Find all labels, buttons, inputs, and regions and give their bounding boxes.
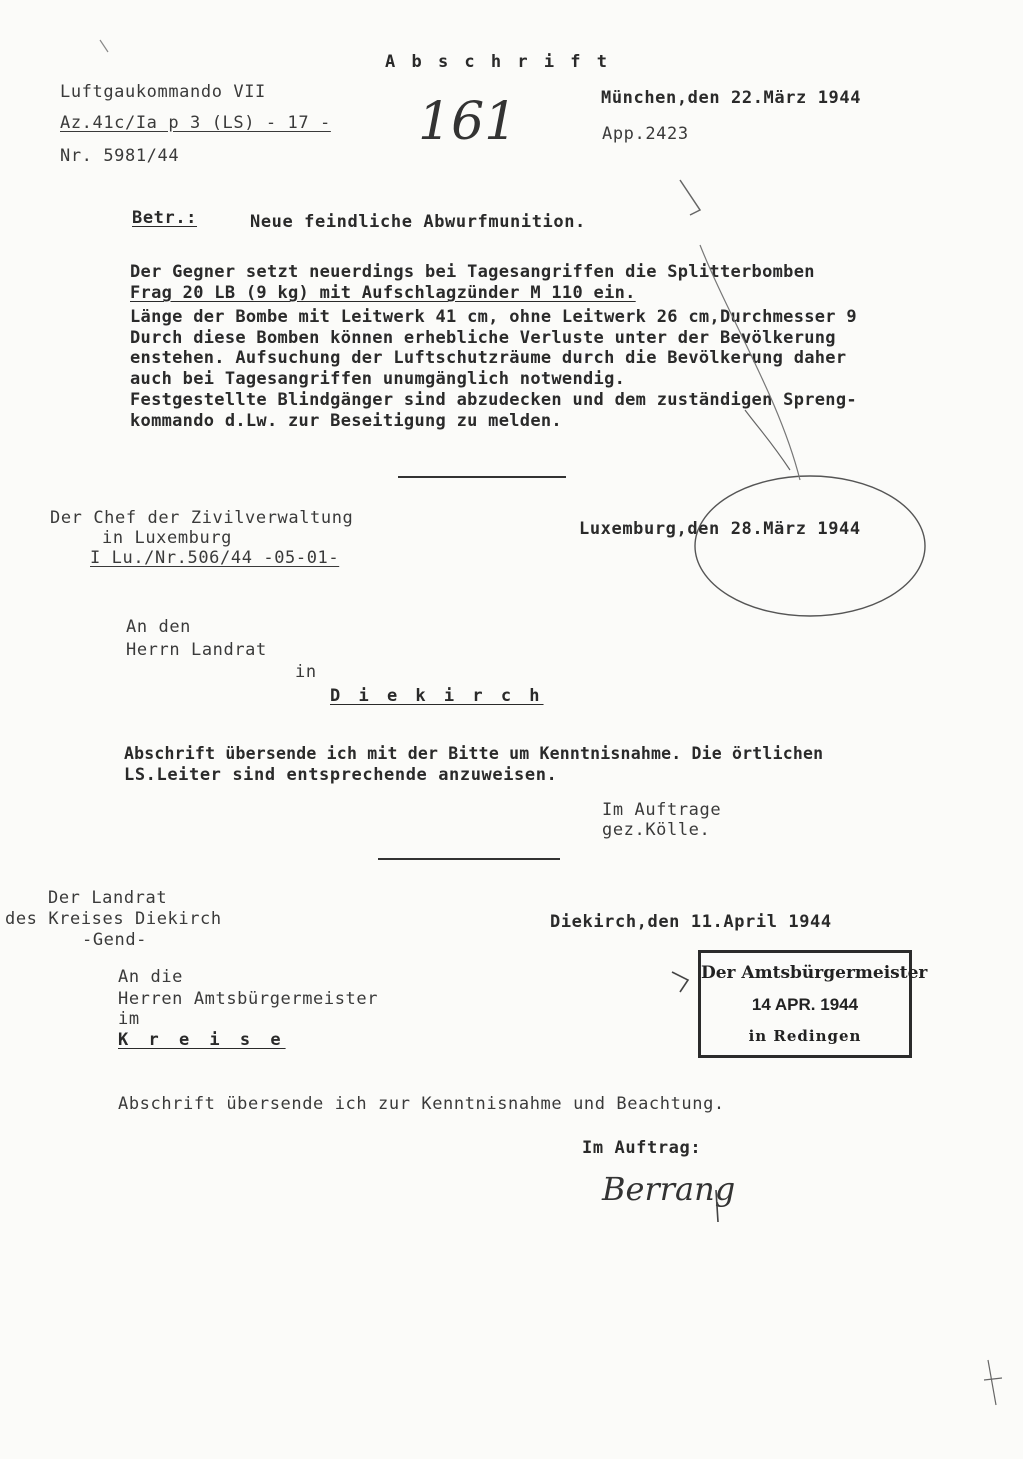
body-line: enstehen. Aufsuchung der Luftschutzräume durch die Bevölkerung daher xyxy=(130,348,847,368)
header-app: App.2423 xyxy=(602,124,689,144)
section2-addressee-line2: Herrn Landrat xyxy=(126,640,267,660)
section3-addressee-line1: An die xyxy=(118,967,184,987)
stamp-title: Der Amtsbürgermeister xyxy=(701,963,928,983)
section3-addressee-line2: Herren Amtsbürgermeister xyxy=(118,989,379,1009)
stamp-place: in Redingen xyxy=(748,1027,862,1045)
section3-text: Abschrift übersende ich zur Kenntnisnahme und Beachtung. xyxy=(118,1094,725,1114)
handwritten-number: 161 xyxy=(418,92,518,152)
section2-place-date: Luxemburg,den 28.März 1944 xyxy=(579,519,861,539)
body-line: Der Gegner setzt neuerdings bei Tagesangriffen die Splitterbomben xyxy=(130,262,815,282)
section3-addressee-line3: im xyxy=(118,1009,140,1029)
section3-place-date: Diekirch,den 11.April 1944 xyxy=(550,912,832,932)
section2-addressee-city: D i e k i r c h xyxy=(330,686,544,706)
subject-text: Neue feindliche Abwurfmunition. xyxy=(250,212,586,232)
section3-sender-line3: -Gend- xyxy=(82,930,148,950)
section2-sender-line1: Der Chef der Zivilverwaltung xyxy=(50,508,354,528)
section2-text-line1: Abschrift übersende ich mit der Bitte um Kenntnisnahme. Die örtlichen xyxy=(124,744,824,763)
section2-sign-line1: Im Auftrage xyxy=(602,800,722,820)
body-line: Frag 20 LB (9 kg) mit Aufschlagzünder M 110 ein. xyxy=(130,283,636,303)
body-line: Durch diese Bomben können erhebliche Verluste unter der Bevölkerung xyxy=(130,328,836,348)
section3-sender-line1: Der Landrat xyxy=(48,888,168,908)
section2-sign-line2: gez.Kölle. xyxy=(602,820,711,840)
subject-label: Betr.: xyxy=(132,208,198,228)
body-line: Länge der Bombe mit Leitwerk 41 cm, ohne Leitwerk 26 cm,Durchmesser 9 xyxy=(130,307,857,327)
section2-reference: I Lu./Nr.506/44 -05-01- xyxy=(90,548,340,568)
body-line: Festgestellte Blindgänger sind abzudecken und dem zuständigen Spreng- xyxy=(130,390,857,410)
section2-addressee-line1: An den xyxy=(126,617,192,637)
section3-sign: Im Auftrag: xyxy=(582,1138,702,1158)
section3-addressee-line4: K r e i s e xyxy=(118,1030,286,1050)
abschrift-heading: A b s c h r i f t xyxy=(385,52,610,72)
section2-text-line2: LS.Leiter sind entsprechende anzuweisen. xyxy=(124,765,558,785)
reference-az: Az.41c/Ia p 3 (LS) - 17 - xyxy=(60,113,331,133)
section2-addressee-line3: in xyxy=(295,662,317,682)
section3-sender-line2: des Kreises Diekirch xyxy=(5,909,222,929)
stamp-date: 14 APR. 1944 xyxy=(751,995,859,1014)
header-place-date: München,den 22.März 1944 xyxy=(601,88,862,108)
sender-name: Luftgaukommando VII xyxy=(60,82,266,102)
body-line: kommando d.Lw. zur Beseitigung zu melden. xyxy=(130,411,562,431)
reference-nr: Nr. 5981/44 xyxy=(60,146,180,166)
section2-sender-line2: in Luxemburg xyxy=(102,528,233,548)
handwritten-signature: Berrang xyxy=(602,1170,736,1208)
body-line: auch bei Tagesangriffen unumgänglich notwendig. xyxy=(130,369,626,389)
